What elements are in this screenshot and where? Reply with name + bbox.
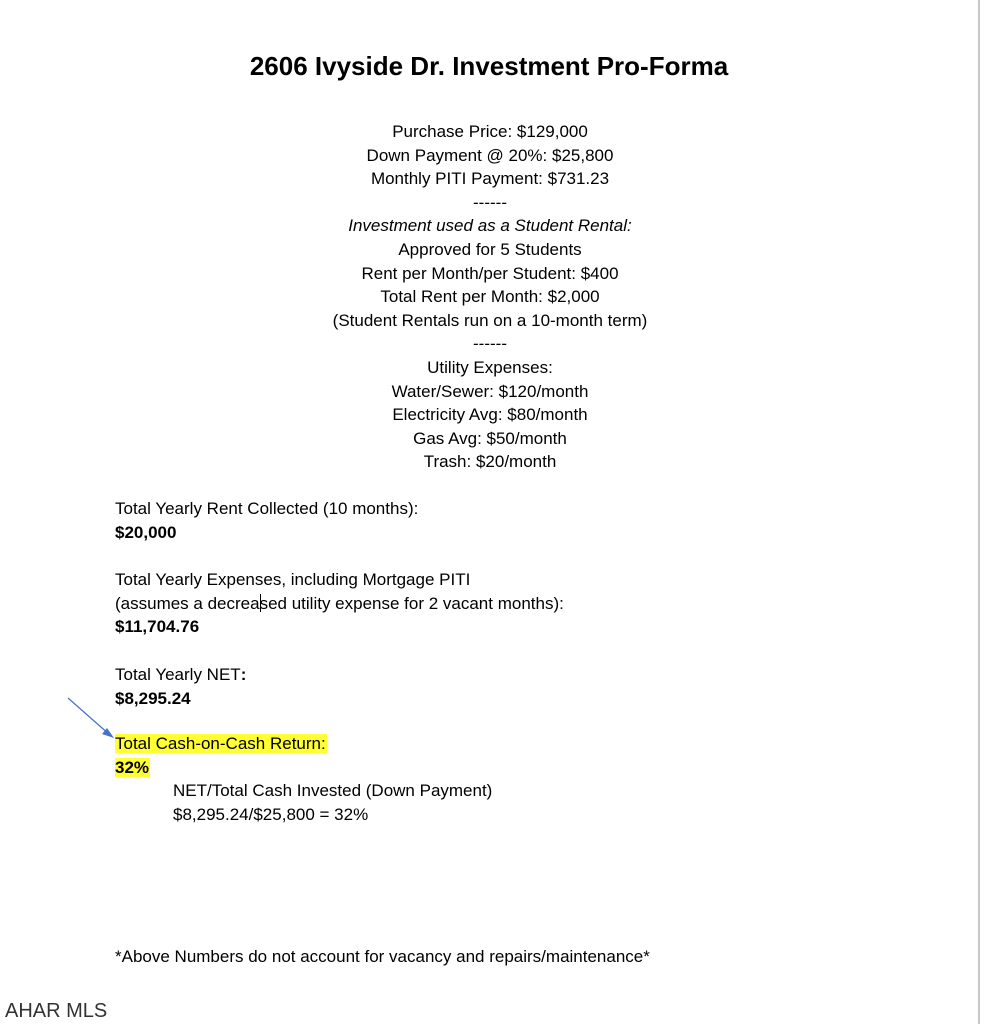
gas-line: Gas Avg: $50/month [413, 428, 567, 448]
arrow-shaft [68, 698, 110, 735]
cash-on-cash-value-line [115, 756, 492, 780]
mls-watermark: AHAR MLS [5, 1000, 108, 1022]
yearly-net-section [115, 663, 246, 710]
yearly-expenses-section [115, 568, 564, 639]
yearly-expenses-value: $11,704.76 [115, 617, 200, 636]
student-rental-heading: Investment used as a Student Rental: [348, 216, 632, 236]
document-title: 2606 Ivyside Dr. Investment Pro-Forma [249, 51, 729, 81]
yearly-expenses-label: Total Yearly Expenses, including Mortgage PITI [115, 570, 471, 589]
yearly-rent-value: $20,000 [115, 522, 177, 542]
yearly-net-colon: : [240, 665, 247, 684]
disclaimer-note: *Above Numbers do not account for vacancy and repairs/maintenance* [115, 947, 650, 966]
yearly-rent-label: Total Yearly Rent Collected (10 months): [115, 499, 419, 518]
yearly-expenses-note [115, 592, 564, 616]
utility-expenses-heading: Utility Expenses: [427, 357, 553, 377]
cash-on-cash-section [115, 732, 492, 826]
page-edge [978, 0, 980, 1024]
rental-term-line: (Student Rentals run on a 10-month term) [332, 310, 648, 330]
arrow-pointer-icon [60, 690, 120, 745]
monthly-piti-line: Monthly PITI Payment: $731.23 [370, 169, 610, 189]
yearly-net-label: Total Yearly NET [115, 665, 241, 684]
cash-on-cash-label-line [115, 732, 492, 756]
total-rent-month-line: Total Rent per Month: $2,000 [380, 287, 600, 307]
approved-students-line: Approved for 5 Students [398, 239, 582, 259]
purchase-price-line: Purchase Price: $129,000 [392, 122, 588, 141]
divider-line: ------ [473, 192, 507, 212]
rent-per-student-line: Rent per Month/per Student: $400 [361, 263, 619, 283]
divider-line: ------ [473, 334, 507, 354]
water-sewer-line: Water/Sewer: $120/month [391, 381, 589, 401]
yearly-rent-section [115, 497, 418, 544]
summary-block [0, 120, 980, 474]
formula-label: NET/Total Cash Invested (Down Payment) [173, 781, 493, 800]
cash-on-cash-value: 32% [115, 757, 150, 777]
down-payment-line: Down Payment @ 20%: $25,800 [366, 145, 614, 165]
formula-value: $8,295.24/$25,800 = 32% [173, 804, 369, 824]
trash-line: Trash: $20/month [423, 452, 557, 472]
electricity-line: Electricity Avg: $80/month [392, 405, 588, 425]
expenses-note-part-1: (assumes a decrea [115, 593, 260, 613]
expenses-note-part-2: sed utility expense for 2 vacant months): [259, 593, 564, 613]
yearly-net-value: $8,295.24 [115, 688, 191, 708]
cash-on-cash-label: Total Cash-on-Cash Return: [115, 734, 326, 753]
yearly-net-label-line [115, 663, 246, 687]
